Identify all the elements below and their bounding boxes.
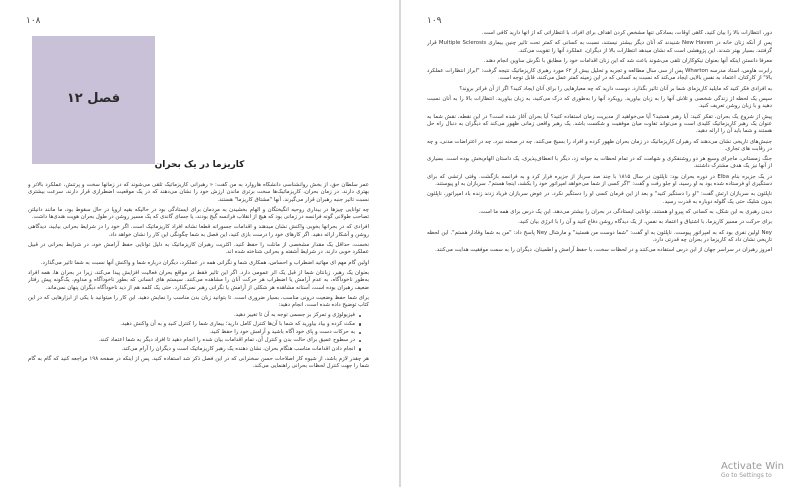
section-title: کاریزما در یک بحران xyxy=(154,160,245,170)
right-page xyxy=(401,0,800,487)
left-body-text xyxy=(28,182,369,482)
right-page-number: ۱۰۹ xyxy=(427,16,442,26)
chapter-label: فصل ۱۲ xyxy=(66,91,121,106)
paragraph: نخست، حداقل یک مقدار مشخصی از مانلت را حفظ کنید. اکثریت رهبران کاریزماتیک به دلیل توانایی حفظ آرامش خود، در شرایط بحرانی در قبیل عملکرد خوبی دارند. در شرایط آشفته و بحرانی شناخته شده اند. xyxy=(28,242,369,256)
bullet-list xyxy=(28,312,369,352)
chapter-box xyxy=(32,36,155,164)
paragraph: جنگ زمستانی، ماجرای وسیع هر دو روشنفکری و شهامت که در تمام لحظات به جوانه زد، دیگر با انعطاف‌پذیری، یک داستان الهام‌بخش بوده است. بسیاری از آنها نیز یک هدف مشترک داشتند. xyxy=(427,156,772,170)
paragraph: به افرادی فکر کنید که مایلید کاریزمای شما بر آنان تاثیر بگذارد. دوست دارید که چه معیارهایی را برای آنان ایجاد کنید؟ اگر از آن فراتر بروند؟ xyxy=(459,85,772,92)
paragraph: برای شما حفظ وضعیت درونی مناسب، بسیار ضروری است. تا بتوانید زبان بدن مناسب را نمایش دهید. این کار را میتوانید با یکی از ابزارهایی که در این کتاب توضیح داده شده است، انجام دهید: xyxy=(28,294,369,309)
paragraph: امروز رهبران در سراسر جهان از این درس استفاده می‌کنند و در لحظات سخت، با حفظ آرامش و اطمینان، دیگران را به سمت موفقیت هدایت می‌کنند. xyxy=(435,247,772,254)
left-page xyxy=(0,0,399,487)
paragraph: برای حرکت در مسیر کاریزما، با اشتیاق و اعتماد به نفس، از یک دیدگاه روشن دفاع کنید و آن را با انرژی بیان کنید. xyxy=(518,219,772,226)
paragraph: Ney اولین نفری بود که به امپراتور پیوست. ناپلئون به او گفت: "شما دوست من هستید" و مارشال Ney پاسخ داد: "من به شما وفادار هستم". این لحظه تاریخی نشان داد که کاریزما در بحران چه قدرتی دارد. xyxy=(427,229,772,243)
bullet-item: مکث کرده و بیاد بیاورید که شما با آن‌ها کنترل کامل دارید؛ بیماری شما را کنترل کنید و به آن واکنش دهید. xyxy=(28,321,361,328)
watermark-title: Activate Win xyxy=(721,461,784,472)
paragraph: جنبش‌های تاریخی نشان می‌دهند که رهبران کاریزماتیک در زمان بحران ظهور کرده و افراد را بسیج می‌کنند. چه در صحنه نبرد، چه در اعتراضات مدنی، و چه در رقابت های تجاری. xyxy=(427,138,772,152)
paragraph: پیش از شروع یک بحران، تفکر کنید: آیا رهبر هستید؟ آیا می‌خواهید از مدیریت زمان استفاده کنید؟ آیا بحران آغاز شده است؟ در این نقطه، نقش شما به عنوان یک رهبر کاریزماتیک کلیدی است و می‌تواند تفاوت میان موفقیت و شکست باشد. یک رهبر واقعی زمانی ظهور می‌کند که دیگران به دنبال راه حل هستند و شما باید آن را ارائه دهید. xyxy=(427,113,772,135)
paragraph: اولین گام مهم ای مهاتید اضطراب و احساس، همکاری شما و نگرانی همه در عملکرد، دیگران درباره شما و واکنش آنها نسبت به شما تاثیر می‌گذارد. xyxy=(40,259,369,266)
paragraph: ناپلئون به سربازان ارتش گفت: "او را دستگیر کنید" و بعد از این فرمان کسی او را دستگیر نکرد. در عوض سربازان فریاد زدند زنده باد امپراتور، ناپلئون بدون شلیک حتی یک گلوله دوباره به قدرت رسید. xyxy=(427,191,772,205)
activation-watermark xyxy=(721,461,784,479)
paragraph: سپس یک لحظه از زندگی شخصی و تلاش آنها را به زبان بیاورید. رویکرد آنها را به‌طوری که درک می‌کنید، به زبان بیاورید. انتظارات بالا را به آنان نسبت دهید و با زبان روشن تعریف کنید. xyxy=(427,96,772,110)
bullet-item: فیزیولوژی و تمرکز بر جسمی توجه به آن تا تغییر دهید. xyxy=(28,312,361,319)
paragraph: بعنوان یک رهبر، زبانتان شما از قبل یک اثر عمومی دارد. اگر این تاثیر فقط در مواقع بحران فعالیت افزایش پیدا می‌کند، زیرا در بحران ها، همه افراد به‌طور ناخودآگاه، به عدم آرامش یا اضطراب هر حرکت آنان را مشاهده می‌کنند. سیستم های انسانی که بطور ناخودآگاه و مداوم، یک‌گونه پیش رفتار ضعیف رهبران بوده است، آستانه مشاهده هر شکلی از آرامش یا نگرانی رهبر نمی‌گذارد. حتی یک کلمه هم از دید ناخودآگاه دیگران پنهان نمی‌ماند. xyxy=(28,269,369,291)
paragraph: معرفا دانستن اینکه آنها بعنوان نیکوکاران تلقی می‌شوند باعث شد که این زنان اقدامات خود را مطابق با نگرش ساوین انجام دهند. xyxy=(483,57,772,64)
bullet-item: به حرکات دست و پای خود آگاه باشید و آرامش خود را حفظ کنید. xyxy=(28,329,361,336)
paragraph: عمر سلطان حق، از بخش روانشناسی دانشگاه هاروارد به من گفت: « رهبرانی کاریزماتیک تلقی می‌شوند که در زمانها سخت و پرتنش، عملکرد بالاتر و بهتری دارند. در زمان بحران، کاریزماتیک‌ها سخت برتری ماندن ارزش خود را نشان می‌دهند که در یک موقعیت اضطراری قرار دارند، سرعت بیشتری نسبت تاثیر جنبه رهبران قرار می‌گیرند. آنها "مشتاق کاریزما" هستند. xyxy=(28,182,369,203)
paragraph: رابرت هاوس، استاد مدرسه Wharton پس از سی سال مطالعه و تجربه و تحلیل بیش از ۶۲ مورد رهبری کاریزماتیک نتیجه گرفت: "ابراز انتظارات عملکرد بالا" از کارکنان، اعتماد به نفس بالایی ایجاد می‌کند که نسبت به کسانی که در این زمینه کمتر عمل می‌کنند، قابل توجه است. xyxy=(427,68,772,82)
paragraph: دور، انتظارات بالا را بیان کنید، گاهی اوقات، بسادگی تنها مشخص کردن اهداف برای افراد، با انتظاراتی که از آنها دارید کافی است. xyxy=(481,30,772,36)
paragraph: پس از آنکه زنان خانه در New Haven شنیدند که آنان دیگر بیشتر نیستند، نسبت به کسانی که کمتر تحت تاثیر چنین بیماری Multiple Sclerosis قرار گرفتند، بسیار بهتر شدند. این پژوهشی است که نشان میدهد انتظارات بالا از دیگران، عملکرد آنها را تقویت می‌کند. xyxy=(427,40,772,54)
paragraph: دیدن رهبری به این شکل، به کسانی که پیرو او هستند، توانایی ایستادگی در بحران را بیشتر می‌دهد. این یک درس برای همه ما است. xyxy=(478,208,772,215)
paragraph: در یک جزیره بنام Elba در دوره بحران بود: ناپلئون در سال ۱۸۱۵ با چند صد سرباز از جزیره فرار کرد و به فرانسه بازگشت. وقتی ارتشی که برای دستگیری او فرستاده شده بود به او رسید، او جلو رفت و گفت: "اگر کسی از شما می‌خواهد امپراتور خود را بکشد، اینجا هستم". سربازان به او پیوستند. xyxy=(427,173,772,188)
paragraph: افرادی که در بحرانها بخوبی واکنش نشان میدهند و اقدامات جسورانه قطعا نشانه افراد کاریزماتیک است. اگر خود را در شرایط بحرانی بیابید، دیدگاهی روشن و آشکار ارائه دهید. اگر کارهای خود را درست بازی کنید، این فصل به شما چگونگی این کار را نشان خواهد داد. xyxy=(28,224,369,238)
paragraph: چه توانایی چیزها در بیداری روحیه انگیختگان و الهام بخشیدن به مردمان برای ایستادگی بود در حالیکه بقیه اروپا در حال سقوط بود، ما مانند دانیلتن تصاحب طولانی گونه فرانسه در زمانی بود که هیچ از انقلاب فرانسه گیج بودند، یا جسای گاندی که یک مسیر روشن در طول بحران هویت هندی‌ها داشت. xyxy=(28,206,369,221)
bullet-item: انجام دادن اقدامات مناسب هنگام بحران، نشان دهنده یک رهبر کاریزماتیک است و دیگران را آرام می‌کند. xyxy=(28,346,361,353)
bullet-item: در سطوح عمیق برای حالت بدن و کنترل آن، تمام اقدامات بیان شده را انجام دهید تا افراد دیگر به شما اعتماد کنند. xyxy=(28,337,361,344)
right-body-text xyxy=(427,30,772,482)
closing-paragraph: هر چقدر لازم باشد، از شیوه کار اصلاحات حسن سخنرانی که در این فصل ذکر شد استفاده کنید. پس از اینکه در صفحه ۱۹۸ مراجعه کنید که گام به گام شما را جهت کنترل لحظات بحرانی راهنمایی می‌کند. xyxy=(28,355,369,370)
left-page-number: ۱۰۸ xyxy=(26,16,41,26)
watermark-subtitle: Go to Settings to xyxy=(721,472,772,479)
